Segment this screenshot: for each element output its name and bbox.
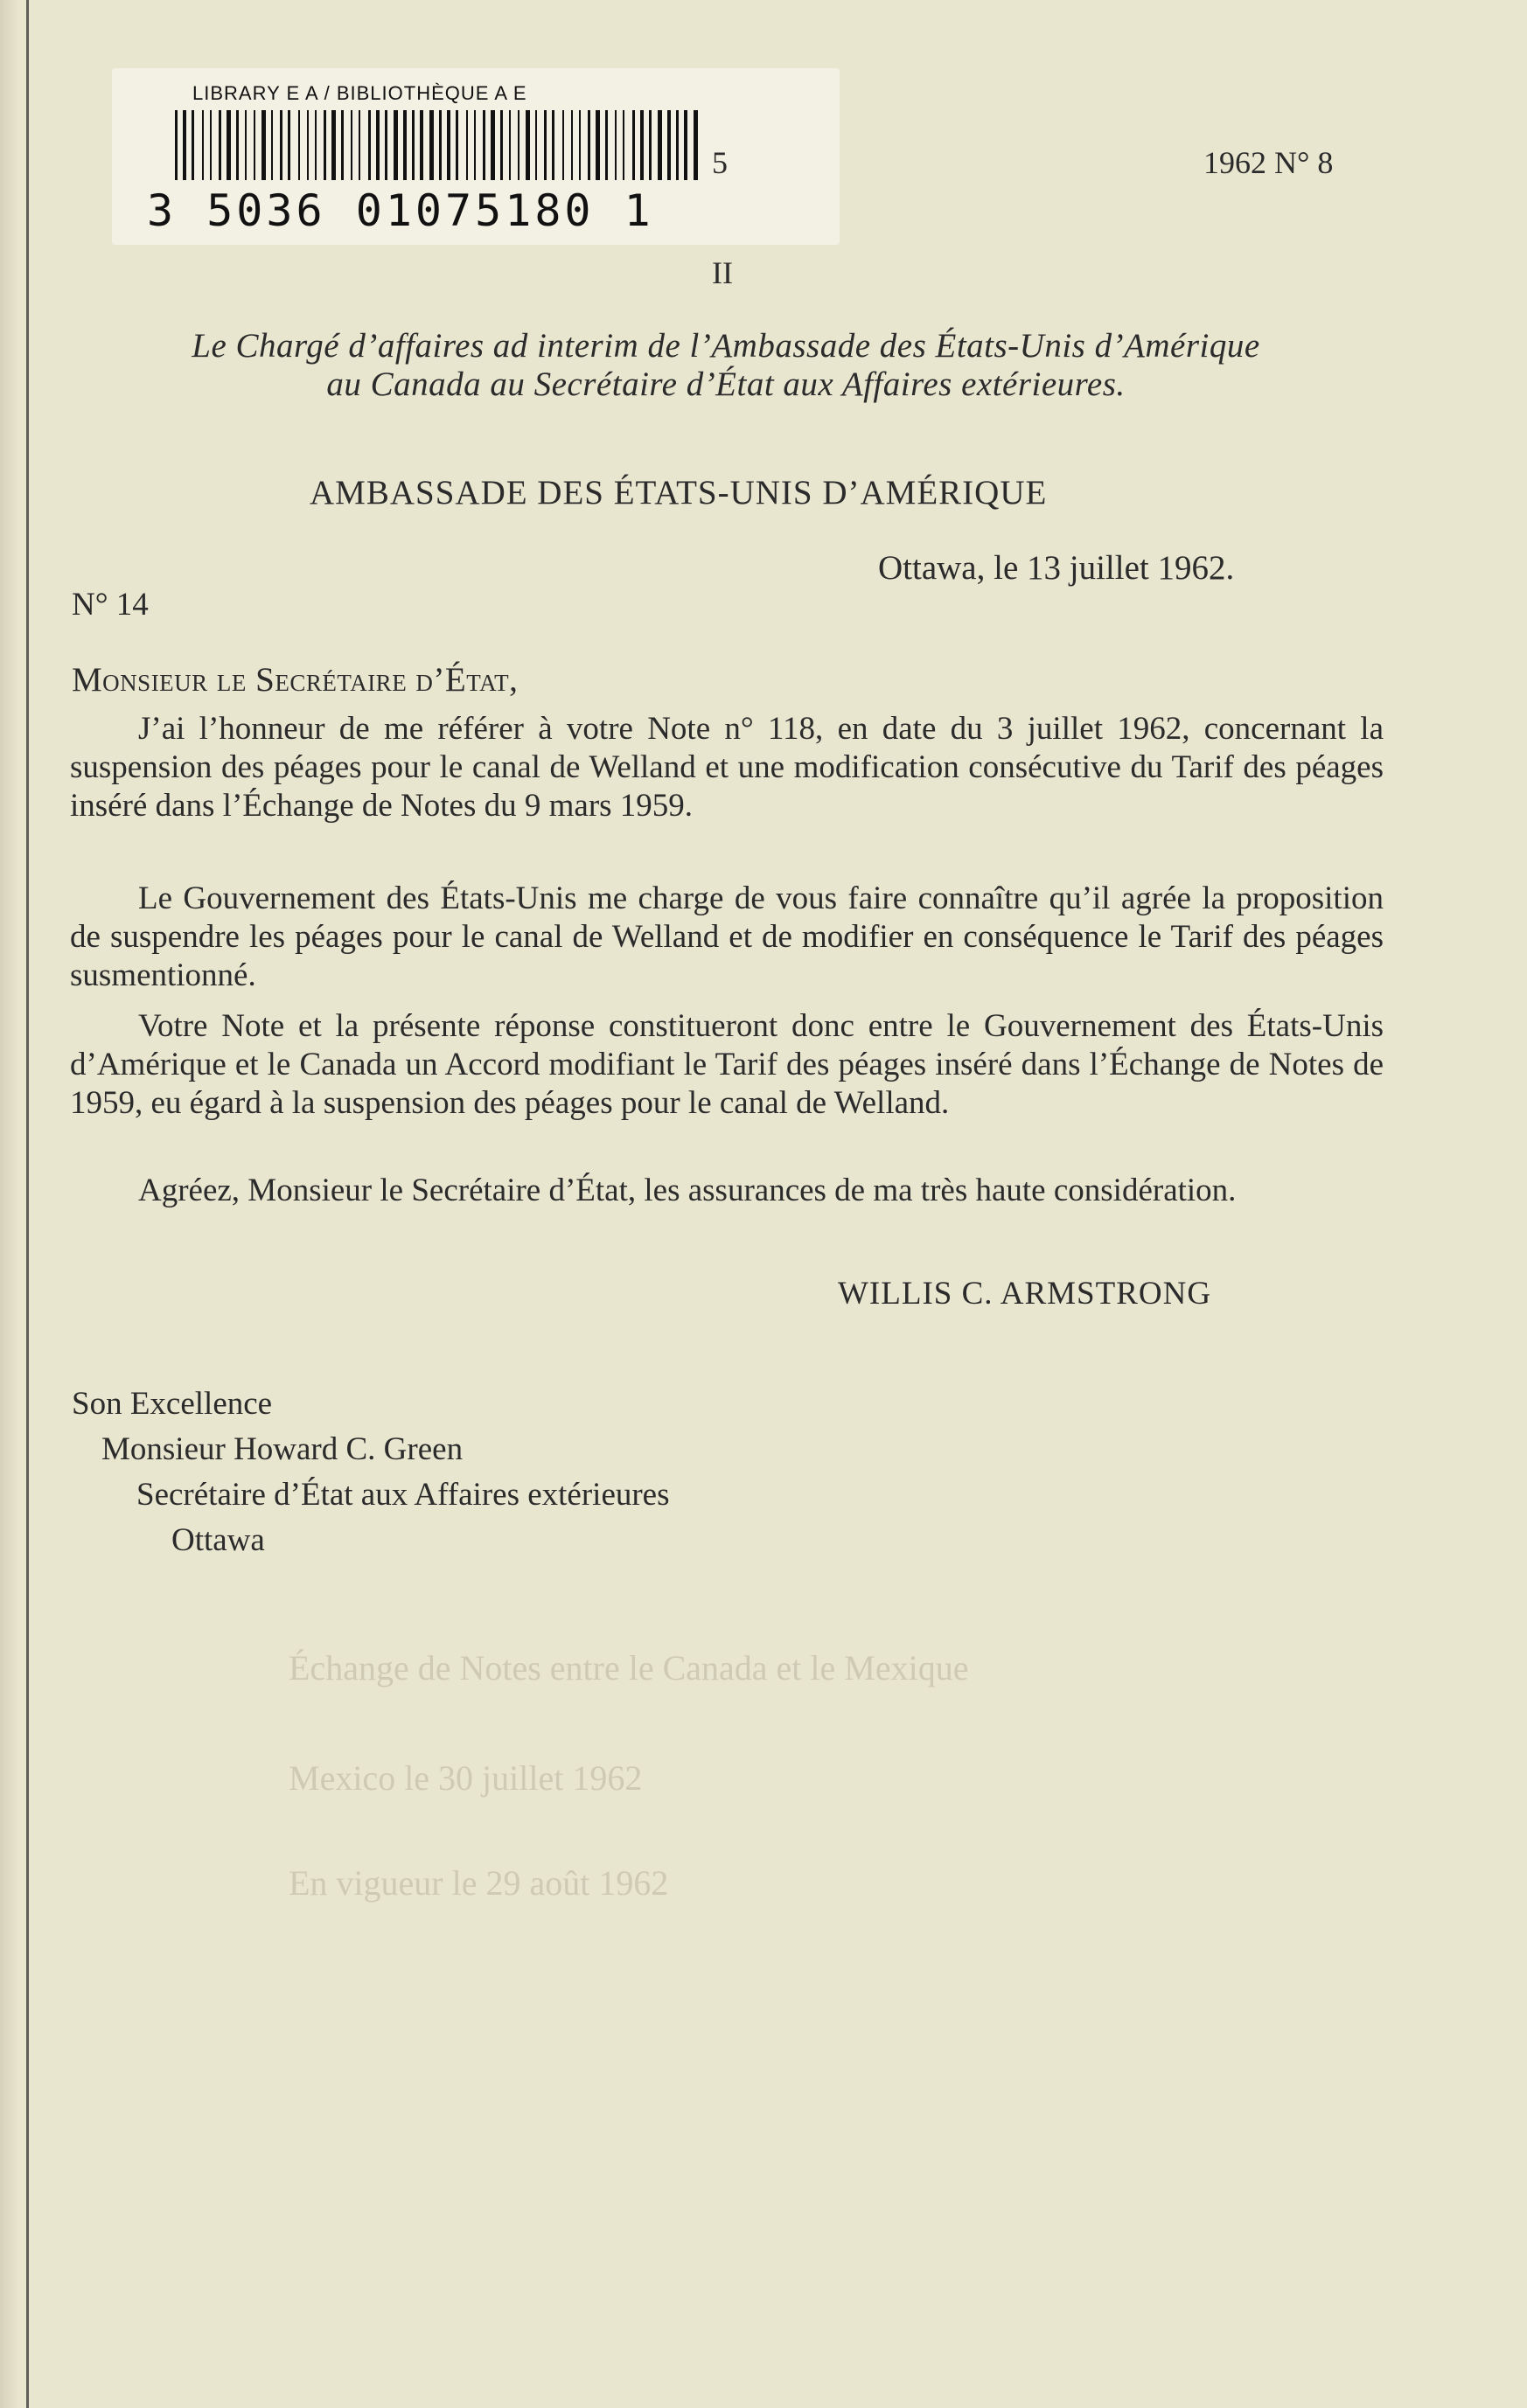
library-barcode-label bbox=[112, 68, 840, 245]
paragraph-text: Le Gouvernement des États-Unis me charge de vous faire connaître qu’il agrée la proposition de suspendre les péages pour le canal de Welland et de modifier en conséquence le Tarif des péages susmentionné. bbox=[70, 880, 1384, 993]
paragraph-text: Votre Note et la présente réponse constitueront donc entre le Gouvernement des États-Unis d’Amérique et le Canada un Accord modifiant le Tarif des péages inséré dans l’Échange de Notes de 1959, eu égard à la suspension des péages pour le canal de Welland. bbox=[70, 1008, 1384, 1121]
binding-edge bbox=[26, 0, 29, 2408]
heading-line-2: au Canada au Secrétaire d’État aux Affaires extérieures. bbox=[326, 365, 1126, 403]
barcode-number: 3 5036 01075180 1 bbox=[147, 185, 654, 236]
page-number: 5 bbox=[712, 145, 728, 180]
bleed-through-text: Échange de Notes entre le Canada et le Mexique bbox=[289, 1648, 969, 1688]
heading-line-1: Le Chargé d’affaires ad interim de l’Ambassade des États-Unis d’Amérique bbox=[192, 327, 1260, 365]
body-paragraph bbox=[70, 710, 1384, 825]
body-paragraph bbox=[70, 1007, 1384, 1123]
address-line: Secrétaire d’État aux Affaires extérieures bbox=[136, 1477, 670, 1513]
signature: WILLIS C. ARMSTRONG bbox=[838, 1276, 1212, 1312]
paragraph-text: Agréez, Monsieur le Secrétaire d’État, les assurances de ma très haute considération. bbox=[138, 1173, 1237, 1208]
letterhead: AMBASSADE DES ÉTATS-UNIS D’AMÉRIQUE bbox=[310, 474, 1048, 512]
barcode-icon bbox=[173, 110, 698, 180]
library-label-text: LIBRARY E A / BIBLIOTHÈQUE A E bbox=[192, 82, 527, 104]
address-line: Son Excellence bbox=[72, 1386, 273, 1422]
address-line: Monsieur Howard C. Green bbox=[101, 1431, 464, 1467]
section-number: II bbox=[712, 255, 733, 290]
body-paragraph bbox=[70, 1172, 1384, 1210]
paragraph-text: J’ai l’honneur de me référer à votre Note n° 118, en date du 3 juillet 1962, concernant la suspension des péages pour le canal de Welland et une modification consécutive du Tarif des péages inséré dans l’Échange de Notes du 9 mars 1959. bbox=[70, 711, 1384, 824]
place-date: Ottawa, le 13 juillet 1962. bbox=[878, 549, 1235, 587]
note-number: N° 14 bbox=[72, 587, 149, 623]
page-edge-shadow bbox=[0, 0, 19, 2408]
body-paragraph bbox=[70, 880, 1384, 995]
address-line: Ottawa bbox=[171, 1522, 265, 1558]
salutation: Monsieur le Secrétaire d’État, bbox=[72, 661, 519, 699]
bleed-through-text: En vigueur le 29 août 1962 bbox=[289, 1863, 669, 1903]
series-number: 1962 N° 8 bbox=[1203, 145, 1334, 180]
bleed-through-text: Mexico le 30 juillet 1962 bbox=[289, 1758, 643, 1798]
